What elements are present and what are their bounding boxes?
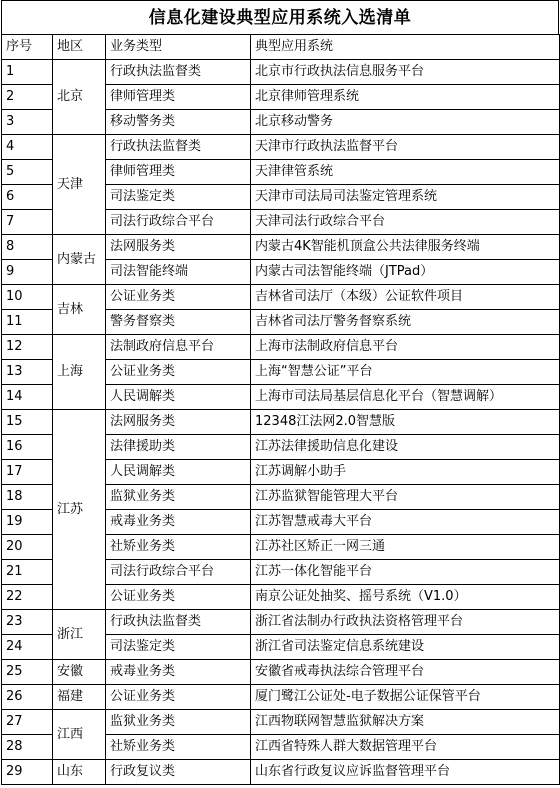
- document-page: [1, 0, 559, 785]
- cell-business-type: 警务督察类: [106, 310, 251, 335]
- cell-application-system: 江苏一体化智能平台: [251, 560, 560, 585]
- table-row: [2, 410, 560, 435]
- cell-business-type: 戒毒业务类: [106, 660, 251, 685]
- table-row: [2, 235, 560, 260]
- cell-application-system: 浙江省法制办行政执法资格管理平台: [251, 610, 560, 635]
- cell-application-system: 吉林省司法厅警务督察系统: [251, 310, 560, 335]
- cell-region: 安徽: [53, 660, 106, 685]
- cell-no: 23: [2, 610, 53, 635]
- cell-business-type: 行政执法监督类: [106, 610, 251, 635]
- cell-application-system: 天津司法行政综合平台: [251, 210, 560, 235]
- cell-application-system: 12348江法网2.0智慧版: [251, 410, 560, 435]
- cell-business-type: 人民调解类: [106, 460, 251, 485]
- cell-business-type: 公证业务类: [106, 360, 251, 385]
- cell-business-type: 行政执法监督类: [106, 60, 251, 85]
- cell-application-system: 上海市法制政府信息平台: [251, 335, 560, 360]
- cell-no: 17: [2, 460, 53, 485]
- cell-application-system: 内蒙古司法智能终端（JTPad）: [251, 260, 560, 285]
- cell-no: 3: [2, 110, 53, 135]
- cell-business-type: 社矫业务类: [106, 535, 251, 560]
- cell-application-system: 上海市司法局基层信息化平台（智慧调解）: [251, 385, 560, 410]
- cell-region: 天津: [53, 135, 106, 235]
- cell-no: 26: [2, 685, 53, 710]
- cell-region: 江西: [53, 710, 106, 760]
- cell-application-system: 天津律管系统: [251, 160, 560, 185]
- cell-business-type: 公证业务类: [106, 285, 251, 310]
- cell-application-system: 浙江省司法鉴定信息系统建设: [251, 635, 560, 660]
- cell-region: 福建: [53, 685, 106, 710]
- cell-business-type: 司法行政综合平台: [106, 560, 251, 585]
- cell-business-type: 法网服务类: [106, 410, 251, 435]
- cell-no: 9: [2, 260, 53, 285]
- cell-application-system: 山东省行政复议应诉监督管理平台: [251, 760, 560, 785]
- header-system: 典型应用系统: [251, 35, 560, 60]
- cell-application-system: 江苏智慧戒毒大平台: [251, 510, 560, 535]
- table-row: [2, 135, 560, 160]
- cell-no: 25: [2, 660, 53, 685]
- header-region: 地区: [53, 35, 106, 60]
- cell-no: 29: [2, 760, 53, 785]
- cell-region: 吉林: [53, 285, 106, 335]
- cell-application-system: 吉林省司法厅（本级）公证软件项目: [251, 285, 560, 310]
- cell-business-type: 公证业务类: [106, 585, 251, 610]
- cell-business-type: 司法鉴定类: [106, 185, 251, 210]
- cell-application-system: 北京律师管理系统: [251, 85, 560, 110]
- cell-business-type: 法制政府信息平台: [106, 335, 251, 360]
- cell-no: 27: [2, 710, 53, 735]
- cell-business-type: 监狱业务类: [106, 485, 251, 510]
- cell-business-type: 行政执法监督类: [106, 135, 251, 160]
- header-no: 序号: [2, 35, 53, 60]
- cell-no: 2: [2, 85, 53, 110]
- cell-no: 21: [2, 560, 53, 585]
- cell-region: 浙江: [53, 610, 106, 660]
- table-row: [2, 760, 560, 785]
- cell-application-system: 上海“智慧公证”平台: [251, 360, 560, 385]
- cell-business-type: 行政复议类: [106, 760, 251, 785]
- table-header-row: [2, 35, 560, 60]
- table-row: [2, 60, 560, 85]
- cell-business-type: 戒毒业务类: [106, 510, 251, 535]
- cell-application-system: 江苏法律援助信息化建设: [251, 435, 560, 460]
- page-title: 信息化建设典型应用系统入选清单: [1, 0, 559, 34]
- cell-application-system: 天津市司法局司法鉴定管理系统: [251, 185, 560, 210]
- cell-no: 5: [2, 160, 53, 185]
- cell-no: 8: [2, 235, 53, 260]
- cell-no: 7: [2, 210, 53, 235]
- cell-application-system: 江苏调解小助手: [251, 460, 560, 485]
- cell-no: 19: [2, 510, 53, 535]
- cell-no: 4: [2, 135, 53, 160]
- cell-application-system: 厦门鹭江公证处-电子数据公证保管平台: [251, 685, 560, 710]
- cell-no: 14: [2, 385, 53, 410]
- cell-no: 6: [2, 185, 53, 210]
- cell-region: 内蒙古: [53, 235, 106, 285]
- cell-no: 24: [2, 635, 53, 660]
- table-row: [2, 335, 560, 360]
- cell-business-type: 司法鉴定类: [106, 635, 251, 660]
- table-row: [2, 660, 560, 685]
- cell-business-type: 律师管理类: [106, 85, 251, 110]
- selection-table: [1, 34, 560, 785]
- cell-no: 20: [2, 535, 53, 560]
- cell-business-type: 律师管理类: [106, 160, 251, 185]
- cell-no: 13: [2, 360, 53, 385]
- cell-no: 16: [2, 435, 53, 460]
- cell-application-system: 江西省特殊人群大数据管理平台: [251, 735, 560, 760]
- cell-application-system: 南京公证处抽奖、摇号系统（V1.0）: [251, 585, 560, 610]
- cell-application-system: 江苏监狱智能管理大平台: [251, 485, 560, 510]
- cell-no: 10: [2, 285, 53, 310]
- cell-business-type: 社矫业务类: [106, 735, 251, 760]
- cell-business-type: 移动警务类: [106, 110, 251, 135]
- table-body: [2, 35, 560, 785]
- table-row: [2, 610, 560, 635]
- cell-application-system: 内蒙古4K智能机顶盒公共法律服务终端: [251, 235, 560, 260]
- cell-no: 28: [2, 735, 53, 760]
- table-row: [2, 685, 560, 710]
- header-type: 业务类型: [106, 35, 251, 60]
- cell-business-type: 公证业务类: [106, 685, 251, 710]
- cell-business-type: 司法行政综合平台: [106, 210, 251, 235]
- cell-region: 山东: [53, 760, 106, 785]
- cell-region: 北京: [53, 60, 106, 135]
- table-row: [2, 710, 560, 735]
- cell-no: 12: [2, 335, 53, 360]
- cell-no: 18: [2, 485, 53, 510]
- cell-application-system: 安徽省戒毒执法综合管理平台: [251, 660, 560, 685]
- cell-no: 22: [2, 585, 53, 610]
- cell-business-type: 法网服务类: [106, 235, 251, 260]
- cell-application-system: 天津市行政执法监督平台: [251, 135, 560, 160]
- cell-business-type: 监狱业务类: [106, 710, 251, 735]
- cell-region: 上海: [53, 335, 106, 410]
- cell-application-system: 北京市行政执法信息服务平台: [251, 60, 560, 85]
- table-row: [2, 285, 560, 310]
- cell-business-type: 法律援助类: [106, 435, 251, 460]
- cell-no: 1: [2, 60, 53, 85]
- cell-region: 江苏: [53, 410, 106, 610]
- cell-no: 11: [2, 310, 53, 335]
- cell-business-type: 人民调解类: [106, 385, 251, 410]
- cell-no: 15: [2, 410, 53, 435]
- cell-business-type: 司法智能终端: [106, 260, 251, 285]
- cell-application-system: 江西物联网智慧监狱解决方案: [251, 710, 560, 735]
- cell-application-system: 江苏社区矫正一网三通: [251, 535, 560, 560]
- cell-application-system: 北京移动警务: [251, 110, 560, 135]
